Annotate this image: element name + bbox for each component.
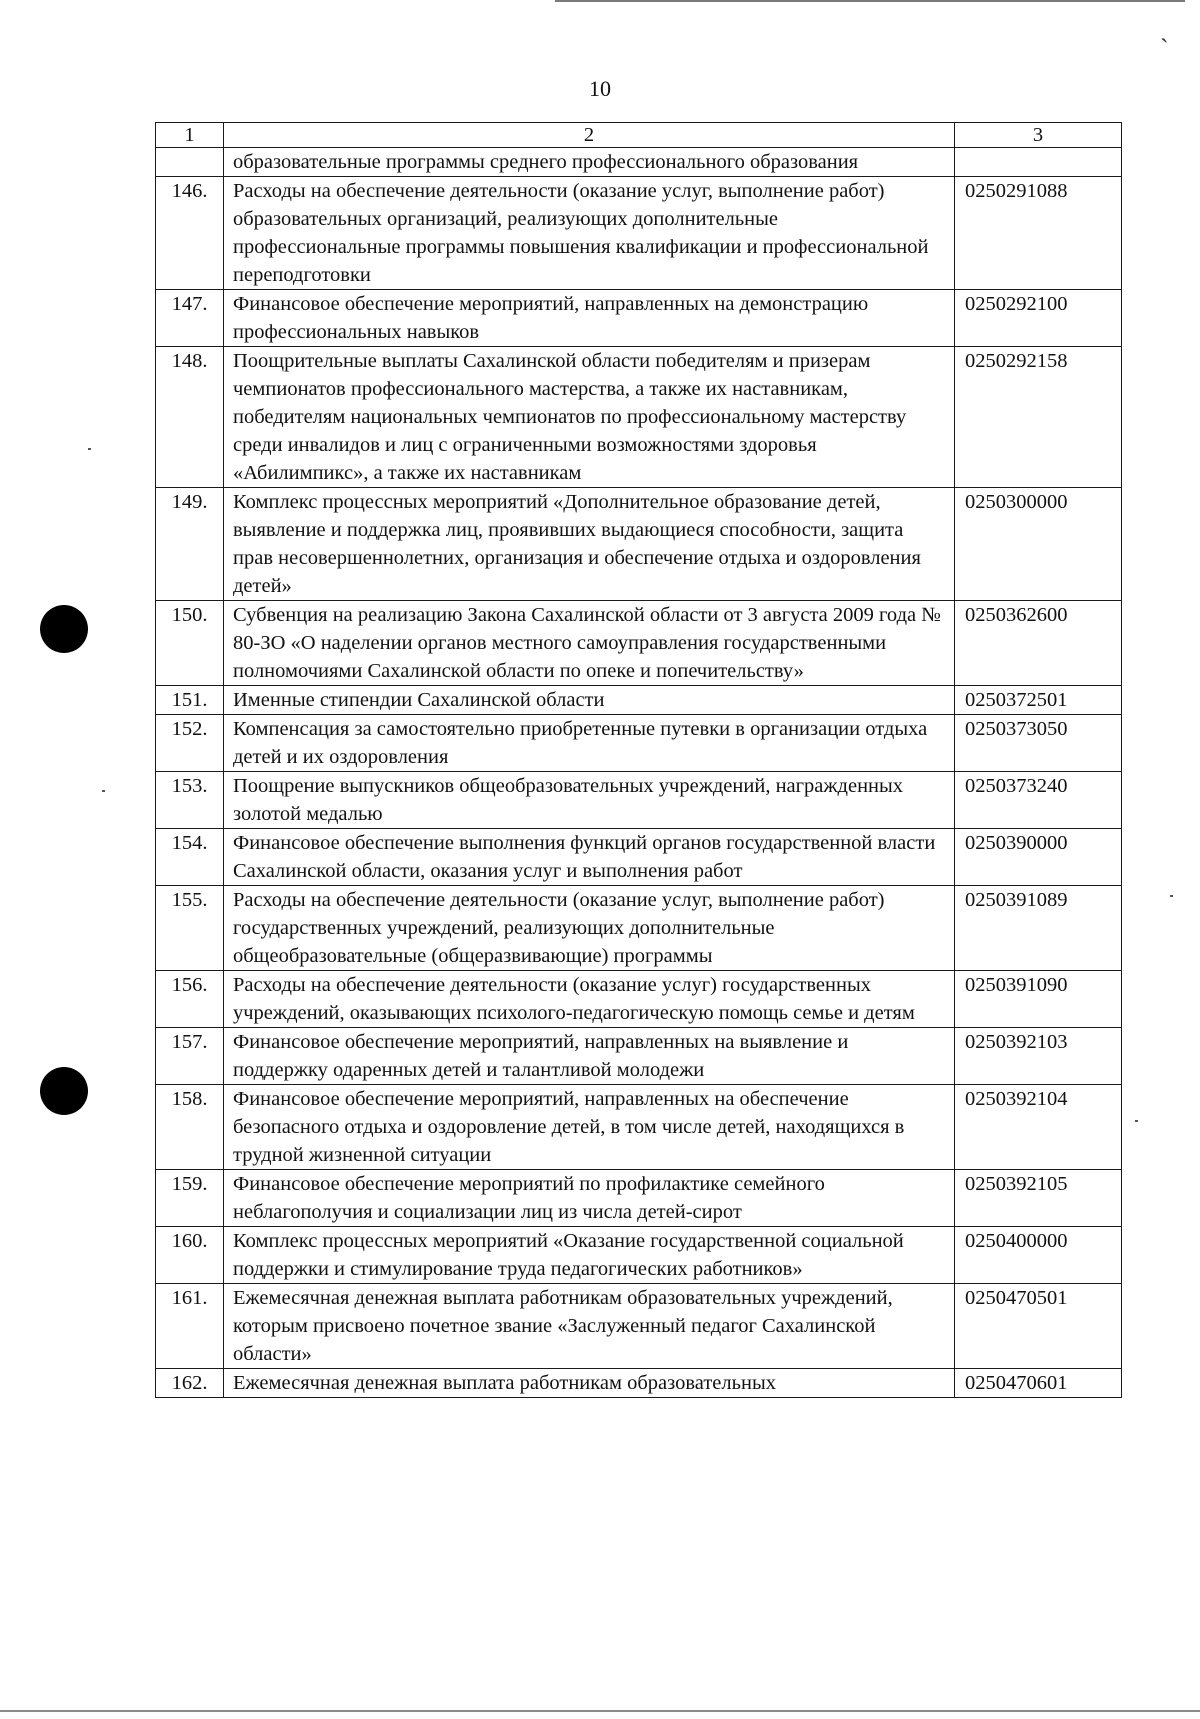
row-code: 0250391089 (955, 886, 1122, 971)
row-description: Ежемесячная денежная выплата работникам образовательных учреждений, которым присвоено почетное звание «Заслуженный педагог Сахалинской области» (224, 1284, 955, 1369)
row-code: 0250292158 (955, 347, 1122, 488)
row-description: образовательные программы среднего профессионального образования (224, 148, 955, 177)
budget-codes-table (155, 122, 1122, 1398)
row-number: 146. (156, 177, 224, 290)
row-number: 156. (156, 971, 224, 1028)
page-number: 10 (589, 76, 611, 101)
scan-edge-line (555, 0, 1185, 2)
row-number: 150. (156, 601, 224, 686)
row-code: 0250400000 (955, 1227, 1122, 1284)
row-description: Субвенция на реализацию Закона Сахалинской области от 3 августа 2009 года № 80-ЗО «О наделении органов местного самоуправления государственными полномочиями Сахалинской области по опеке и попечительству» (224, 601, 955, 686)
table-row (156, 1369, 1122, 1398)
row-description: Компенсация за самостоятельно приобретенные путевки в организации отдыха детей и их оздоровления (224, 715, 955, 772)
scan-speck (1135, 1120, 1138, 1122)
row-code: 0250470601 (955, 1369, 1122, 1398)
pen-mark: ˏ (1160, 14, 1169, 43)
row-number: 149. (156, 488, 224, 601)
row-description: Ежемесячная денежная выплата работникам образовательных (224, 1369, 955, 1398)
row-code: 0250291088 (955, 177, 1122, 290)
table-row (156, 1284, 1122, 1369)
row-code: 0250362600 (955, 601, 1122, 686)
row-number (156, 148, 224, 177)
table-row (156, 347, 1122, 488)
row-description: Финансовое обеспечение мероприятий по профилактике семейного неблагополучия и социализации лиц из числа детей-сирот (224, 1170, 955, 1227)
scan-edge-line (0, 1710, 1200, 1712)
row-description: Финансовое обеспечение мероприятий, направленных на выявление и поддержку одаренных детей и талантливой молодежи (224, 1028, 955, 1085)
table-row (156, 715, 1122, 772)
row-description: Расходы на обеспечение деятельности (оказание услуг, выполнение работ) государственных учреждений, реализующих дополнительные общеобразовательные (общеразвивающие) программы (224, 886, 955, 971)
table-row (156, 1085, 1122, 1170)
row-code: 0250373050 (955, 715, 1122, 772)
row-code: 0250391090 (955, 971, 1122, 1028)
table-row (156, 601, 1122, 686)
row-description: Финансовое обеспечение выполнения функций органов государственной власти Сахалинской области, оказания услуг и выполнения работ (224, 829, 955, 886)
table-row (156, 772, 1122, 829)
punch-hole (40, 1067, 88, 1115)
row-number: 152. (156, 715, 224, 772)
row-code: 0250372501 (955, 686, 1122, 715)
table-row (156, 290, 1122, 347)
row-number: 161. (156, 1284, 224, 1369)
row-code (955, 148, 1122, 177)
table-row (156, 148, 1122, 177)
row-number: 151. (156, 686, 224, 715)
row-number: 148. (156, 347, 224, 488)
row-description: Финансовое обеспечение мероприятий, направленных на демонстрацию профессиональных навыков (224, 290, 955, 347)
column-header: 3 (955, 123, 1122, 148)
row-code: 0250292100 (955, 290, 1122, 347)
row-number: 160. (156, 1227, 224, 1284)
table-row (156, 971, 1122, 1028)
row-description: Расходы на обеспечение деятельности (оказание услуг, выполнение работ) образовательных организаций, реализующих дополнительные профессиональные программы повышения квалификации и профессиональной переподготовки (224, 177, 955, 290)
row-number: 154. (156, 829, 224, 886)
row-code: 0250373240 (955, 772, 1122, 829)
row-number: 155. (156, 886, 224, 971)
row-description: Поощрение выпускников общеобразовательных учреждений, награжденных золотой медалью (224, 772, 955, 829)
row-code: 0250392103 (955, 1028, 1122, 1085)
scan-speck (1170, 895, 1173, 897)
row-description: Расходы на обеспечение деятельности (оказание услуг) государственных учреждений, оказывающих психолого-педагогическую помощь семье и детям (224, 971, 955, 1028)
row-code: 0250300000 (955, 488, 1122, 601)
row-code: 0250470501 (955, 1284, 1122, 1369)
row-number: 147. (156, 290, 224, 347)
table-row (156, 886, 1122, 971)
column-header: 1 (156, 123, 224, 148)
row-number: 157. (156, 1028, 224, 1085)
row-number: 153. (156, 772, 224, 829)
table-row (156, 686, 1122, 715)
row-number: 162. (156, 1369, 224, 1398)
row-number: 158. (156, 1085, 224, 1170)
row-code: 0250392105 (955, 1170, 1122, 1227)
table-row (156, 1227, 1122, 1284)
row-description: Финансовое обеспечение мероприятий, направленных на обеспечение безопасного отдыха и оздоровление детей, в том числе детей, находящихся в трудной жизненной ситуации (224, 1085, 955, 1170)
row-description: Комплекс процессных мероприятий «Дополнительное образование детей, выявление и поддержка лиц, проявивших выдающиеся способности, защита прав несовершеннолетних, организация и обеспечение отдыха и оздоровления детей» (224, 488, 955, 601)
row-description: Комплекс процессных мероприятий «Оказание государственной социальной поддержки и стимулирование труда педагогических работников» (224, 1227, 955, 1284)
table-row (156, 177, 1122, 290)
column-header: 2 (224, 123, 955, 148)
punch-hole (40, 605, 88, 653)
table-header-row (156, 123, 1122, 148)
table-row (156, 488, 1122, 601)
row-description: Именные стипендии Сахалинской области (224, 686, 955, 715)
row-number: 159. (156, 1170, 224, 1227)
table-row (156, 1170, 1122, 1227)
row-code: 0250392104 (955, 1085, 1122, 1170)
table-row (156, 829, 1122, 886)
scan-speck (88, 448, 91, 450)
scan-speck (102, 790, 105, 792)
row-description: Поощрительные выплаты Сахалинской области победителям и призерам чемпионатов профессионального мастерства, а также их наставникам, победителям национальных чемпионатов по профессиональному мастерству среди инвалидов и лиц с ограниченными возможностями здоровья «Абилимпикс», а также их наставникам (224, 347, 955, 488)
row-code: 0250390000 (955, 829, 1122, 886)
table-row (156, 1028, 1122, 1085)
